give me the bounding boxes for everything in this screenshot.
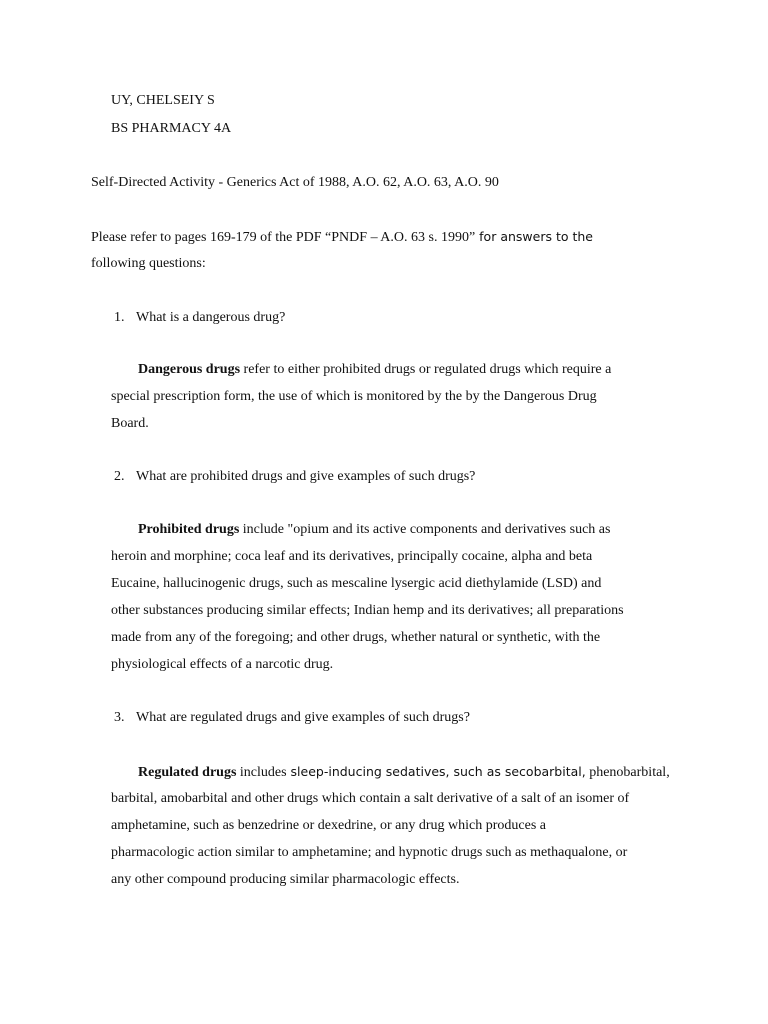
answer-text: refer to either prohibited drugs or regulated drugs which require a bbox=[240, 362, 612, 377]
answer-3-line-1 bbox=[138, 763, 670, 782]
question-2 bbox=[114, 468, 475, 486]
answer-term: Prohibited drugs bbox=[138, 522, 240, 537]
answer-3-line-5: any other compound producing similar pharmacologic effects. bbox=[111, 872, 460, 887]
answer-3-line-3: amphetamine, such as benzedrine or dexedrine, or any drug which produces a bbox=[111, 818, 547, 833]
answer-2-line-3: Eucaine, hallucinogenic drugs, such as mescaline lysergic acid diethylamide (LSD) and bbox=[111, 576, 602, 591]
answer-text-b: sleep-inducing sedatives, such as secobarbital, bbox=[286, 764, 586, 779]
intro-line-1 bbox=[91, 228, 593, 247]
answer-1-line-2: special prescription form, the use of which is monitored by the by the Dangerous Drug bbox=[111, 389, 597, 404]
intro-line-1-b: for answers to the bbox=[475, 229, 593, 244]
answer-1-line-3: Board. bbox=[111, 416, 149, 431]
student-course: BS PHARMACY 4A bbox=[111, 121, 232, 136]
intro-line-2: following questions: bbox=[91, 256, 206, 271]
answer-2-line-6: physiological effects of a narcotic drug. bbox=[111, 657, 334, 672]
answer-text-a: includes bbox=[236, 765, 287, 780]
answer-1-line-1 bbox=[111, 356, 671, 383]
question-text: What is a dangerous drug? bbox=[136, 310, 286, 325]
answer-2-line-2: heroin and morphine; coca leaf and its derivatives, principally cocaine, alpha and beta bbox=[111, 549, 593, 564]
question-text: What are prohibited drugs and give examples of such drugs? bbox=[136, 469, 476, 484]
activity-title: Self-Directed Activity - Generics Act of 1988, A.O. 62, A.O. 63, A.O. 90 bbox=[91, 175, 499, 190]
question-number: 1. bbox=[114, 310, 125, 325]
question-3 bbox=[114, 709, 470, 727]
answer-term: Regulated drugs bbox=[138, 765, 237, 780]
answer-3-line-2: barbital, amobarbital and other drugs which contain a salt derivative of a salt of an isomer of bbox=[111, 791, 630, 806]
question-number: 3. bbox=[114, 710, 125, 725]
answer-term: Dangerous drugs bbox=[138, 362, 241, 377]
student-name: UY, CHELSEIY S bbox=[111, 93, 215, 108]
answer-text: include "opium and its active components and derivatives such as bbox=[239, 522, 611, 537]
answer-3-line-4: pharmacologic action similar to amphetamine; and hypnotic drugs such as methaqualone, or bbox=[111, 845, 628, 860]
question-1 bbox=[114, 309, 285, 327]
answer-2-line-4: other substances producing similar effects; Indian hemp and its derivatives; all preparations bbox=[111, 603, 624, 618]
question-text: What are regulated drugs and give examples of such drugs? bbox=[136, 710, 470, 725]
intro-line-1-a: Please refer to pages 169-179 of the PDF “PNDF – A.O. 63 s. 1990” bbox=[91, 230, 476, 245]
answer-2-line-5: made from any of the foregoing; and other drugs, whether natural or synthetic, with the bbox=[111, 630, 601, 645]
answer-text-c: phenobarbital, bbox=[585, 765, 670, 780]
answer-2-line-1 bbox=[111, 516, 671, 543]
question-number: 2. bbox=[114, 469, 125, 484]
